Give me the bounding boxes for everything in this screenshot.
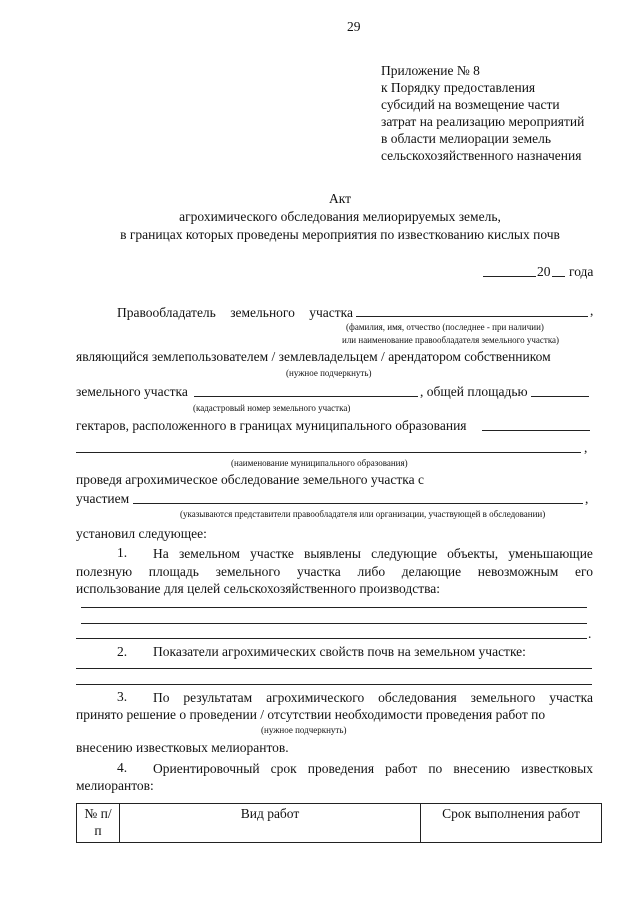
item-3-line-3: внесению известковых мелиорантов. <box>76 740 289 755</box>
appendix-line-1: Приложение № 8 <box>381 63 480 78</box>
status-hint: (нужное подчеркнуть) <box>286 368 372 378</box>
owner-name-field[interactable] <box>356 316 588 317</box>
owner-hint-1: (фамилия, имя, отчество (последнее - при наличии) <box>346 322 544 332</box>
appendix-line-5: в области мелиорации земель <box>381 131 552 146</box>
participants-comma: , <box>585 491 589 506</box>
item-4-line-1: Ориентировочный срок проведения работ по внесению известковых <box>153 761 593 776</box>
item-2-text: Показатели агрохимических свойств почв на земельном участке: <box>153 644 526 659</box>
item-3-hint: (нужное подчеркнуть) <box>261 725 347 735</box>
established-text: установил следующее: <box>76 526 207 541</box>
objects-field-2[interactable] <box>81 623 587 624</box>
soil-properties-field-1[interactable] <box>76 668 592 669</box>
owner-comma: , <box>590 303 594 318</box>
works-table <box>76 803 602 843</box>
item-1-number: 1. <box>117 545 128 560</box>
municipality-field-1[interactable] <box>482 430 590 431</box>
item-1-line-3: использование для целей сельскохозяйственного производства: <box>76 581 441 596</box>
appendix-line-6: сельскохозяйственного назначения <box>381 148 582 163</box>
table-header-deadline: Срок выполнения работ <box>421 804 602 843</box>
location-comma: , <box>584 440 588 455</box>
area-field[interactable] <box>531 396 589 397</box>
year-blank[interactable] <box>552 276 565 277</box>
owner-label: Правообладатель земельного участка <box>117 305 353 320</box>
table-header-work-type: Вид работ <box>120 804 421 843</box>
participants-hint: (указываются представители правообладателя или организации, участвующей в обследовании) <box>180 509 546 519</box>
table-header-number: № п/п <box>77 804 120 843</box>
participants-field[interactable] <box>133 503 583 504</box>
item-4-line-2: мелиорантов: <box>76 778 154 793</box>
document-title: Акт <box>328 191 352 206</box>
objects-field-1[interactable] <box>81 607 587 608</box>
cadastral-number-field[interactable] <box>194 396 418 397</box>
municipality-hint: (наименование муниципального образования) <box>231 458 408 468</box>
objects-field-3[interactable] <box>76 638 587 639</box>
item-3-line-1: По результатам агрохимического обследования земельного участка <box>153 690 593 705</box>
objects-end-dot: . <box>588 626 592 641</box>
cadastral-hint: (кадастровый номер земельного участка) <box>193 403 351 413</box>
item-1-line-2: полезную площадь земельного участка либо делающие невозможным его <box>76 564 593 579</box>
item-3-number: 3. <box>117 689 128 704</box>
item-3-line-2: принято решение о проведении / отсутствии необходимости проведения работ по <box>76 707 546 722</box>
appendix-line-3: субсидий на возмещение части <box>381 97 560 112</box>
survey-text: проведя агрохимическое обследование земельного участка с <box>76 472 424 487</box>
document-subtitle-2: в границах которых проведены мероприятия по известкованию кислых почв <box>120 227 560 242</box>
date-suffix: года <box>569 264 594 279</box>
area-label: , общей площадью <box>420 384 528 399</box>
owner-hint-2: или наименование правообладателя земельного участка) <box>342 335 560 345</box>
appendix-line-4: затрат на реализацию мероприятий <box>381 114 585 129</box>
item-4-number: 4. <box>117 760 128 775</box>
location-text: гектаров, расположенного в границах муниципального образования <box>76 418 467 433</box>
participation-label: участием <box>76 491 130 506</box>
page-number: 29 <box>347 19 361 34</box>
item-2-number: 2. <box>117 644 128 659</box>
date-blank[interactable] <box>483 276 536 277</box>
soil-properties-field-2[interactable] <box>76 684 592 685</box>
date-year: 20 <box>537 264 551 279</box>
document-subtitle-1: агрохимического обследования мелиорируемых земель, <box>179 209 501 224</box>
owner-status: являющийся землепользователем / землевладельцем / арендатором собственником <box>76 349 551 364</box>
municipality-field-2[interactable] <box>76 452 581 453</box>
item-1-line-1: На земельном участке выявлены следующие объекты, уменьшающие <box>153 546 593 561</box>
table-header-row <box>77 804 602 843</box>
appendix-line-2: к Порядку предоставления <box>381 80 536 95</box>
plot-label: земельного участка <box>76 384 188 399</box>
